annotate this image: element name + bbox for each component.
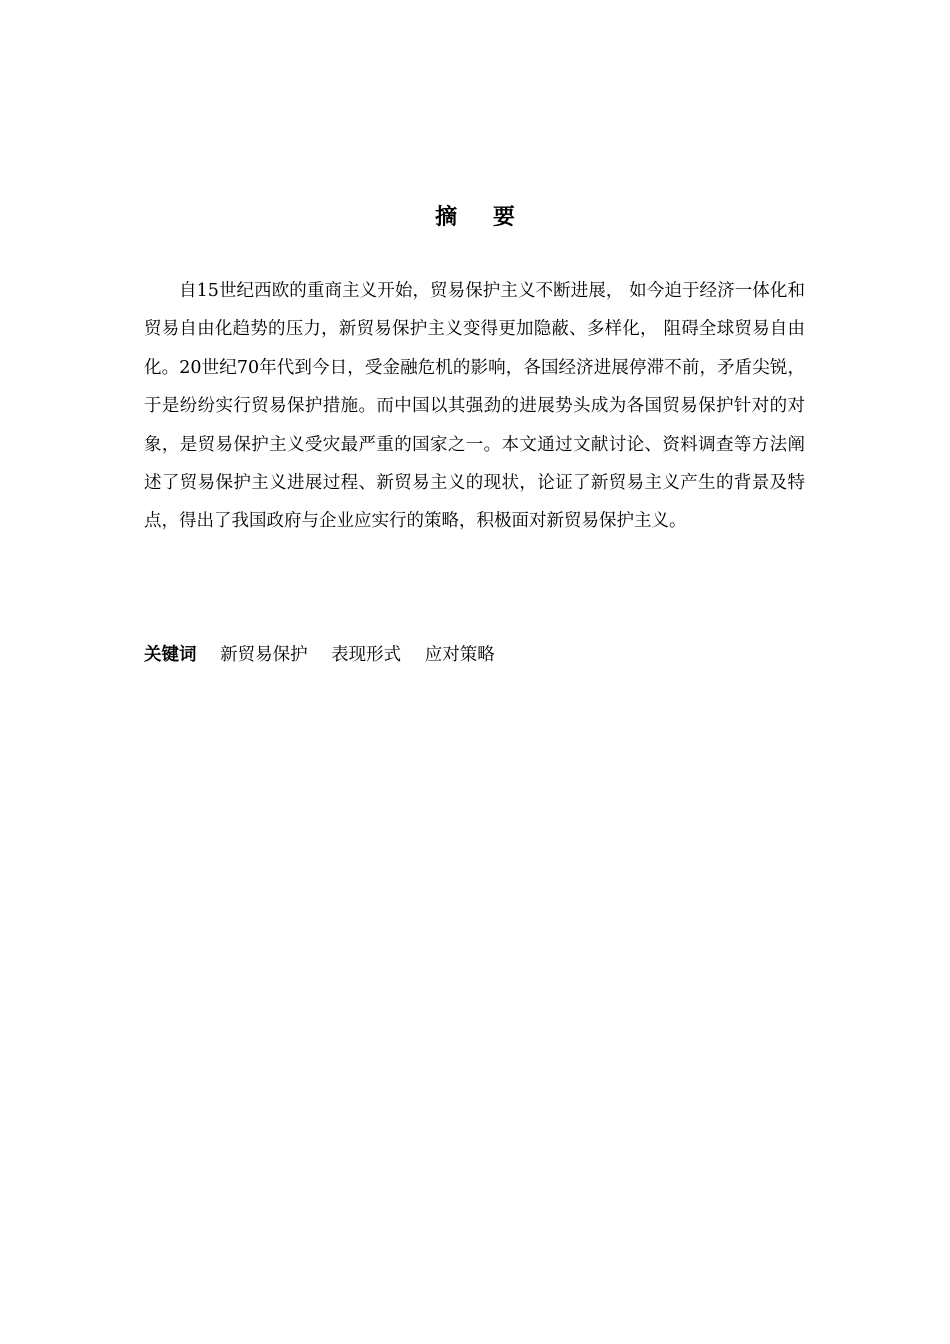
keyword-item: 新贸易保护 (220, 645, 308, 665)
keywords-line (144, 640, 805, 670)
keyword-item: 表现形式 (331, 645, 402, 665)
abstract-body: 自15世纪西欧的重商主义开始，贸易保护主义不断进展， 如今迫于经济一体化和贸易自由化趋势的压力，新贸易保护主义变得更加隐蔽、多样化， 阻碍全球贸易自由化。20世纪70年代到今日，受金融危机的影响，各国经济进展停滞不前，矛盾尖锐，于是纷纷实行贸易保护措施。而中国以其强劲的进展势头成为各国贸易保护针对的对象，是贸易保护主义受灾最严重的国家之一。本文通过文献讨论、资料调查等方法阐述了贸易保护主义进展过程、新贸易主义的现状，论证了新贸易主义产生的背景及特点，得出了我国政府与企业应实行的策略，积极面对新贸易保护主义。 (144, 281, 805, 532)
abstract-title: 摘 要 (435, 205, 529, 230)
keyword-item: 应对策略 (424, 645, 495, 665)
keywords-label: 关键词 (144, 645, 197, 665)
